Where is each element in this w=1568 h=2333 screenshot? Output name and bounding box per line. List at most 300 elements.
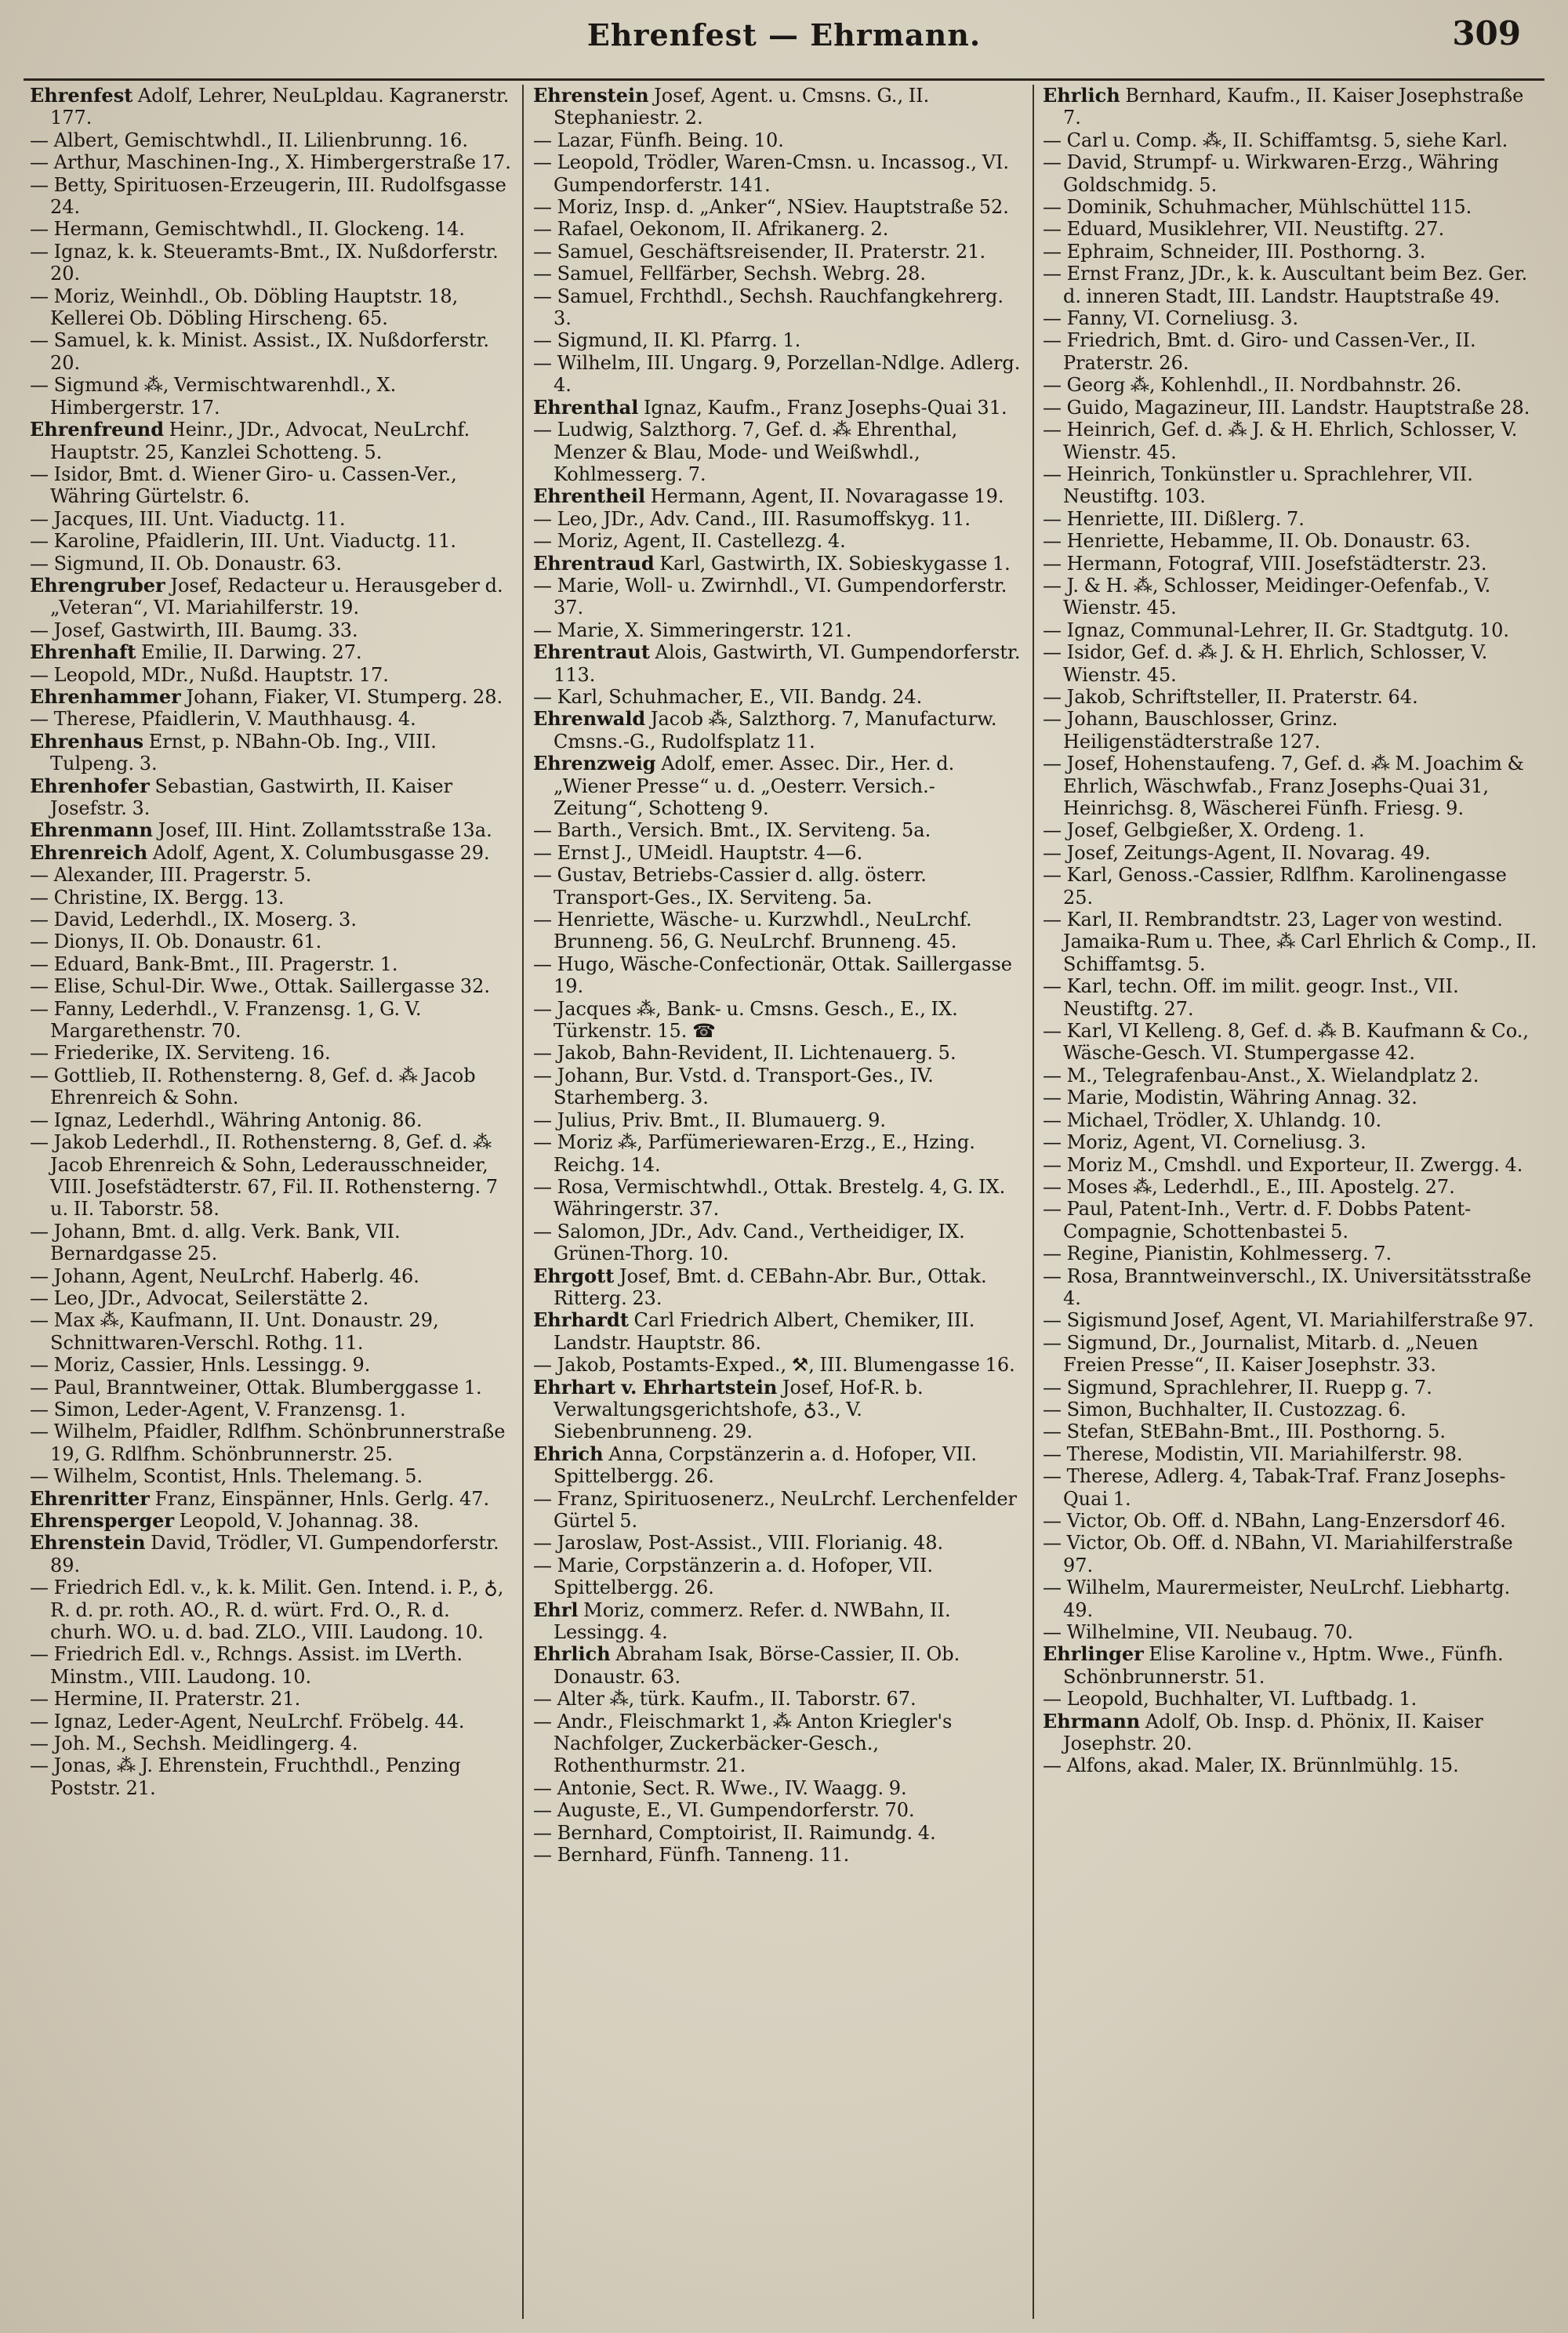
entry-text: — Betty, Spirituosen-Erzeugerin, III. Rudolfsgasse 24. [30, 173, 506, 219]
entry-text: — Ignaz, Lederhdl., Währing Antonig. 86. [30, 1108, 423, 1131]
entry-headword: Ehrl [533, 1598, 579, 1621]
entry-text: — Hugo, Wäsche-Confectionär, Ottak. Saillergasse 19. [533, 952, 1012, 998]
entry-text: — Sigmund, II. Ob. Donaustr. 63. [30, 552, 343, 575]
directory-entry [533, 1221, 1022, 1265]
entry-text: — Johann, Agent, NeuLrchf. Haberlg. 46. [30, 1264, 419, 1287]
entry-text: — Ignaz, Leder-Agent, NeuLrchf. Fröbelg. 44. [30, 1710, 465, 1733]
directory-entry [533, 1354, 1022, 1376]
directory-entry [30, 553, 513, 575]
directory-entry [30, 731, 513, 775]
entry-text: — Josef, Hohenstaufeng. 7, Gef. d. ⁂ M. Joachim & Ehrlich, Wäschwfab., Franz Josephs-Quai 31, Heinrichsg. 8, Wäscherei Fünfh. Friesg. 9. [1043, 753, 1524, 819]
entry-text: — Jonas, ⁂ J. Ehrenstein, Fruchthdl., Penzing Poststr. 21. [30, 1754, 461, 1799]
entry-text: — Joh. M., Sechsh. Meidlingerg. 4. [30, 1733, 358, 1755]
entry-text: — Leopold, Buchhalter, VI. Luftbadg. 1. [1043, 1688, 1417, 1711]
directory-entry [533, 196, 1022, 218]
entry-text: — Wilhelm, Maurermeister, NeuLrchf. Liebhartg. 49. [1043, 1576, 1511, 1621]
entry-text: — Henriette, Wäsche- u. Kurzwhdl., NeuLrchf. Brunneng. 56, G. NeuLrchf. Brunneng. 45. [533, 909, 972, 953]
directory-entry [1043, 641, 1538, 686]
entry-text: Leopold, V. Johannag. 38. [174, 1510, 419, 1532]
directory-entry [1043, 1087, 1538, 1108]
entry-text: — Rafael, Oekonom, II. Afrikanerg. 2. [533, 218, 889, 241]
directory-entry [1043, 85, 1538, 129]
entry-headword: Ehrenstein [533, 85, 649, 107]
directory-entry [1043, 1265, 1538, 1310]
entry-text: Ignaz, Kaufm., Franz Josephs-Quai 31. [638, 396, 1007, 419]
directory-entry [533, 619, 1022, 641]
directory-entry [1043, 575, 1538, 619]
entry-headword: Ehrenreich [30, 840, 148, 864]
entry-text: — Victor, Ob. Off. d. NBahn, VI. Mariahilferstraße 97. [1043, 1532, 1513, 1576]
directory-entry [30, 1042, 513, 1064]
directory-entry [533, 151, 1022, 196]
entry-text: — Friedrich Edl. v., k. k. Milit. Gen. Intend. i. P., ♁, R. d. pr. roth. AO., R. d. würt. Frd. O., R. d. churh. WO. u. d. bad. ZLO., VIII. Laudong. 10. [30, 1576, 504, 1644]
entry-text: — Dominik, Schuhmacher, Mühlschüttel 115. [1043, 196, 1472, 219]
entry-text: — Josef, Zeitungs-Agent, II. Novarag. 49. [1043, 841, 1431, 864]
entry-text: — Jakob, Postamts-Exped., ⚒, III. Blumengasse 16. [533, 1354, 1015, 1377]
entry-text: — Henriette, Hebamme, II. Ob. Donaustr. 63. [1043, 530, 1471, 553]
directory-entry [30, 1733, 513, 1754]
directory-entry [30, 842, 513, 864]
entry-text: — Wilhelmine, VII. Neubaug. 70. [1043, 1621, 1354, 1644]
directory-entry [1043, 1510, 1538, 1532]
directory-entry [30, 129, 513, 151]
entry-text: — Alter ⁂, türk. Kaufm., II. Taborstr. 67. [533, 1688, 916, 1711]
entry-text: — Karl, Genoss.-Cassier, Rdlfhm. Karolinengasse 25. [1043, 864, 1507, 909]
entry-text: — Hermine, II. Praterstr. 21. [30, 1688, 301, 1711]
directory-entry [30, 686, 513, 708]
entry-text: — Regine, Pianistin, Kohlmesserg. 7. [1043, 1243, 1392, 1265]
entry-text: — Johann, Bauschlosser, Grinz. Heiligenstädterstraße 127. [1043, 708, 1338, 753]
entry-text: — Sigmund, Sprachlehrer, II. Ruepp g. 7. [1043, 1376, 1432, 1399]
entry-text: — Moses ⁂, Lederhdl., E., III. Apostelg. 27. [1043, 1175, 1455, 1198]
entry-text: — Fanny, Lederhdl., V. Franzensg. 1, G. V. Margarethenstr. 70. [30, 997, 422, 1043]
directory-entry [533, 1777, 1022, 1799]
directory-entry [533, 641, 1022, 686]
entry-text: — Marie, Modistin, Währing Annag. 32. [1043, 1087, 1417, 1109]
directory-entry [1043, 241, 1538, 263]
entry-text: Heinr., JDr., Advocat, NeuLrchf. Hauptstr. 25, Kanzlei Schotteng. 5. [50, 419, 470, 463]
entry-text: — Ernst Franz, JDr., k. k. Auscultant beim Bez. Ger. d. inneren Stadt, III. Landstr. Hauptstraße 49. [1043, 263, 1528, 307]
directory-entry [30, 1510, 513, 1532]
directory-entry [533, 241, 1022, 263]
directory-entry [30, 218, 513, 240]
entry-text: — David, Lederhdl., IX. Moserg. 3. [30, 909, 357, 931]
directory-entry [533, 397, 1022, 419]
directory-entry [1043, 151, 1538, 196]
directory-entry [533, 1844, 1022, 1866]
entry-text: — Michael, Trödler, X. Uhlandg. 10. [1043, 1108, 1382, 1131]
directory-entry [30, 1221, 513, 1265]
entry-text: — Moriz, Agent, VI. Corneliusg. 3. [1043, 1131, 1367, 1154]
columns [24, 85, 1544, 2319]
directory-entry [533, 218, 1022, 240]
entry-text: — Hermann, Gemischtwhdl., II. Glockeng. 14. [30, 218, 466, 241]
directory-entry [1043, 686, 1538, 708]
directory-entry [1043, 753, 1538, 819]
directory-entry [30, 909, 513, 931]
entry-text: — Marie, X. Simmeringerstr. 121. [533, 619, 852, 641]
directory-entry [30, 174, 513, 219]
directory-entry [30, 864, 513, 886]
directory-entry [30, 1643, 513, 1688]
entry-text: — Karl, VI Kelleng. 8, Gef. d. ⁂ B. Kaufmann & Co., Wäsche-Gesch. VI. Stumpergasse 42. [1043, 1020, 1529, 1065]
entry-text: — Franz, Spirituosenerz., NeuLrchf. Lerchenfelder Gürtel 5. [533, 1487, 1018, 1532]
directory-entry [30, 1465, 513, 1487]
directory-entry [533, 129, 1022, 151]
entry-text: — Fanny, VI. Corneliusg. 3. [1043, 307, 1299, 330]
entry-text: — Gottlieb, II. Rothensterng. 8, Gef. d. ⁂ Jacob Ehrenreich & Sohn. [30, 1064, 476, 1109]
directory-entry [533, 85, 1022, 129]
directory-entry [30, 463, 513, 508]
directory-entry [30, 619, 513, 641]
entry-text: — Moriz, Insp. d. „Anker“, NSiev. Hauptstraße 52. [533, 196, 1009, 219]
entry-text: Jacob ⁂, Salzthorg. 7, Manufacturw. Cmsns.-G., Rudolfsplatz 11. [554, 708, 997, 753]
directory-entry [1043, 1754, 1538, 1776]
directory-entry [1043, 1576, 1538, 1621]
entry-text: — Jacques, III. Unt. Viaductg. 11. [30, 507, 346, 530]
entry-text: — Alexander, III. Pragerstr. 5. [30, 864, 312, 887]
directory-entry [30, 419, 513, 463]
entry-text: — Friedrich, Bmt. d. Giro- und Cassen-Ver., II. Praterstr. 26. [1043, 329, 1476, 374]
directory-entry [533, 1799, 1022, 1821]
directory-entry [1043, 374, 1538, 396]
entry-text: — Paul, Patent-Inh., Vertr. d. F. Dobbs Patent-Compagnie, Schottenbastei 5. [1043, 1198, 1472, 1243]
directory-entry [1043, 1131, 1538, 1153]
entry-headword: Ehrentheil [533, 484, 646, 508]
page-number: 309 [1452, 14, 1521, 53]
entry-text: — Ignaz, k. k. Steueramts-Bmt., IX. Nußdorferstr. 20. [30, 240, 499, 285]
directory-entry [30, 775, 513, 820]
directory-entry [533, 1109, 1022, 1131]
directory-entry [533, 553, 1022, 575]
column-2 [527, 85, 1029, 2319]
directory-entry [533, 842, 1022, 864]
header-rule [24, 78, 1544, 81]
directory-entry [30, 1399, 513, 1420]
entry-text: — Stefan, StEBahn-Bmt., III. Posthorng. 5. [1043, 1420, 1446, 1443]
entry-text: Franz, Einspänner, Hnls. Gerlg. 47. [149, 1487, 490, 1510]
entry-text: Ernst, p. NBahn-Ob. Ing., VIII. Tulpeng. 3. [50, 730, 437, 775]
directory-entry [533, 1042, 1022, 1064]
directory-entry [533, 575, 1022, 619]
directory-entry [1043, 909, 1538, 975]
directory-entry [533, 263, 1022, 285]
directory-entry [533, 1131, 1022, 1176]
directory-entry [533, 1065, 1022, 1109]
entry-text: — Johann, Bmt. d. allg. Verk. Bank, VII. Bernardgasse 25. [30, 1220, 401, 1265]
directory-entry [1043, 708, 1538, 753]
entry-text: — Sigismund Josef, Agent, VI. Mariahilferstraße 97. [1043, 1309, 1534, 1332]
directory-entry [30, 1688, 513, 1710]
entry-text: — Leopold, MDr., Nußd. Hauptstr. 17. [30, 663, 389, 686]
entry-text: — Gustav, Betriebs-Cassier d. allg. österr. Transport-Ges., IX. Serviteng. 5a. [533, 864, 927, 909]
directory-entry [30, 508, 513, 530]
entry-headword: Ehrlinger [1043, 1642, 1144, 1666]
directory-entry [1043, 129, 1538, 151]
entry-text: Josef, Agent. u. Cmsns. G., II. Stephaniestr. 2. [554, 85, 930, 129]
directory-entry [30, 819, 513, 841]
entry-headword: Ehrenthal [533, 395, 639, 419]
entry-text: — Leopold, Trödler, Waren-Cmsn. u. Incassog., VI. Gumpendorferstr. 141. [533, 151, 1010, 196]
directory-entry [1043, 1711, 1538, 1755]
entry-text: Sebastian, Gastwirth, II. Kaiser Josefstr. 3. [50, 775, 453, 819]
directory-entry [30, 1576, 513, 1643]
entry-headword: Ehrlich [533, 1642, 611, 1666]
entry-text: — Ludwig, Salzthorg. 7, Gef. d. ⁂ Ehrenthal, Menzer & Blau, Mode- und Weißwhdl., Kohlmesserg. 7. [533, 419, 958, 485]
entry-headword: Ehrenstein [30, 1531, 146, 1555]
entry-text: — Bernhard, Comptoirist, II. Raimundg. 4. [533, 1821, 936, 1844]
directory-entry [30, 1131, 513, 1221]
directory-entry [30, 85, 513, 129]
entry-text: — Moriz M., Cmshdl. und Exporteur, II. Zwergg. 4. [1043, 1153, 1523, 1176]
directory-entry [30, 530, 513, 552]
entry-text: Johann, Fiaker, VI. Stumperg. 28. [180, 685, 503, 708]
entry-text: — Guido, Magazineur, III. Landstr. Hauptstraße 28. [1043, 396, 1530, 419]
entry-text: — Friederike, IX. Serviteng. 16. [30, 1042, 331, 1065]
directory-entry [1043, 1020, 1538, 1065]
directory-entry [1043, 196, 1538, 218]
directory-entry [533, 708, 1022, 753]
directory-entry [533, 1176, 1022, 1221]
entry-text: Elise Karoline v., Hptm. Wwe., Fünfh. Schönbrunnerstr. 51. [1063, 1643, 1504, 1688]
directory-entry [1043, 307, 1538, 329]
entry-headword: Ehrlich [1043, 85, 1120, 107]
column-divider [1033, 85, 1034, 2319]
entry-text: Josef, Bmt. d. CEBahn-Abr. Bur., Ottak. Ritterg. 23. [554, 1264, 987, 1309]
entry-text: Karl, Gastwirth, IX. Sobieskygasse 1. [654, 552, 1011, 575]
entry-text: Josef, Redacteur u. Herausgeber d. „Veteran“, VI. Mariahilferstr. 19. [50, 574, 503, 619]
entry-headword: Ehrentraud [533, 551, 655, 575]
directory-entry [1043, 1399, 1538, 1420]
directory-entry [533, 1532, 1022, 1554]
directory-entry [533, 686, 1022, 708]
directory-entry [1043, 1309, 1538, 1331]
directory-entry [30, 1711, 513, 1733]
entry-text: Adolf, Agent, X. Columbusgasse 29. [147, 841, 490, 864]
directory-entry [30, 374, 513, 419]
entry-text: — Johann, Bur. Vstd. d. Transport-Ges., IV. Starhemberg. 3. [533, 1064, 934, 1109]
entry-text: — Sigmund, Dr., Journalist, Mitarb. d. „Neuen Freien Presse“, II. Kaiser Josephstr. 33. [1043, 1331, 1479, 1377]
directory-entry [1043, 1109, 1538, 1131]
entry-headword: Ehrenzweig [533, 752, 656, 775]
directory-entry [1043, 1688, 1538, 1710]
directory-entry [1043, 1621, 1538, 1643]
running-head: Ehrenfest — Ehrmann. [586, 17, 982, 53]
directory-entry [30, 953, 513, 975]
entry-text: — Albert, Gemischtwhdl., II. Lilienbrunng. 16. [30, 129, 469, 151]
directory-entry [1043, 508, 1538, 530]
directory-entry [533, 419, 1022, 485]
entry-text: — Therese, Modistin, VII. Mariahilferstr. 98. [1043, 1442, 1463, 1465]
entry-text: — Rosa, Branntweinverschl., IX. Universitätsstraße 4. [1043, 1264, 1532, 1309]
directory-entry [30, 708, 513, 730]
directory-entry [30, 931, 513, 952]
directory-entry [533, 819, 1022, 841]
directory-entry [1043, 1532, 1538, 1576]
entry-text: — Salomon, JDr., Adv. Cand., Vertheidiger, IX. Grünen-Thorg. 10. [533, 1220, 965, 1265]
entry-text: — Simon, Leder-Agent, V. Franzensg. 1. [30, 1398, 406, 1420]
entry-text: — Moriz ⁂, Parfümeriewaren-Erzg., E., Hzing. Reichg. 14. [533, 1131, 975, 1176]
directory-entry [30, 975, 513, 997]
entry-headword: Ehrenfest [30, 85, 133, 107]
entry-text: — Moriz, Cassier, Hnls. Lessingg. 9. [30, 1354, 371, 1377]
directory-entry [533, 285, 1022, 330]
entry-text: — Jakob, Schriftsteller, II. Praterstr. 64. [1043, 685, 1418, 708]
entry-headword: Ehrhart v. Ehrhartstein [533, 1375, 778, 1399]
entry-text: — Jacques ⁂, Bank- u. Cmsns. Gesch., E., IX. Türkenstr. 15. ☎ [533, 997, 958, 1043]
entry-text: — Marie, Corpstänzerin a. d. Hofoper, VII. Spittelbergg. 26. [533, 1554, 934, 1599]
directory-entry [533, 1643, 1022, 1688]
entry-text: — M., Telegrafenbau-Anst., X. Wielandplatz 2. [1043, 1064, 1479, 1087]
entry-text: — Carl u. Comp. ⁂, II. Schiffamtsg. 5, siehe Karl. [1043, 129, 1508, 151]
entry-text: Adolf, emer. Assec. Dir., Her. d. „Wiener Presse“ u. d. „Oesterr. Versich.-Zeitung“, Schotteng 9. [554, 753, 955, 819]
entry-text: — Eduard, Bank-Bmt., III. Pragerstr. 1. [30, 952, 398, 975]
directory-entry [30, 641, 513, 663]
directory-entry [533, 485, 1022, 507]
directory-entry [30, 1354, 513, 1376]
entry-text: Alois, Gastwirth, VI. Gumpendorferstr. 113. [554, 641, 1021, 686]
entry-text: — Leo, JDr., Advocat, Seilerstätte 2. [30, 1286, 369, 1309]
entry-text: — David, Strumpf- u. Wirkwaren-Erzg., Währing Goldschmidg. 5. [1043, 151, 1499, 196]
entry-text: Abraham Isak, Börse-Cassier, II. Ob. Donaustr. 63. [554, 1643, 960, 1688]
directory-entry [1043, 463, 1538, 508]
column-3 [1036, 85, 1544, 2319]
directory-entry [30, 887, 513, 909]
directory-entry [30, 329, 513, 374]
directory-entry [1043, 864, 1538, 909]
entry-text: David, Trödler, VI. Gumpendorferstr. 89. [50, 1532, 499, 1576]
entry-text: — Samuel, Frchthdl., Sechsh. Rauchfangkehrerg. 3. [533, 285, 1004, 330]
directory-entry [1043, 1643, 1538, 1688]
directory-entry [1043, 819, 1538, 841]
directory-entry [1043, 1198, 1538, 1243]
directory-entry [533, 1265, 1022, 1310]
entry-text: — Therese, Adlerg. 4, Tabak-Traf. Franz Josephs-Quai 1. [1043, 1465, 1506, 1510]
column-1 [24, 85, 519, 2319]
directory-entry [533, 1488, 1022, 1533]
entry-text: Hermann, Agent, II. Novaragasse 19. [645, 485, 1004, 508]
page-header [0, 11, 1568, 74]
entry-text: — Ernst J., UMeidl. Hauptstr. 4—6. [533, 841, 863, 864]
entry-text: — J. & H. ⁂, Schlosser, Meidinger-Oefenfab., V. Wienstr. 45. [1043, 574, 1491, 619]
entry-text: — Marie, Woll- u. Zwirnhdl., VI. Gumpendorferstr. 37. [533, 574, 1007, 619]
entry-text: — Jakob Lederhdl., II. Rothensterng. 8, Gef. d. ⁂ Jacob Ehrenreich & Sohn, Lederausschneider, VIII. Josefstädterstr. 67, Fil. II. Rothensterng. 7 u. II. Taborstr. 58. [30, 1131, 499, 1221]
directory-entry [533, 864, 1022, 909]
entry-text: — Karoline, Pfaidlerin, III. Unt. Viaductg. 11. [30, 530, 457, 553]
entry-headword: Ehrenfreund [30, 418, 165, 441]
entry-text: — Wilhelm, Scontist, Hnls. Thelemang. 5. [30, 1465, 423, 1488]
entry-text: — Paul, Branntweiner, Ottak. Blumberggasse 1. [30, 1376, 482, 1399]
entry-text: — Max ⁂, Kaufmann, II. Unt. Donaustr. 29, Schnittwaren-Verschl. Rothg. 11. [30, 1309, 439, 1354]
entry-text: Emilie, II. Darwing. 27. [136, 641, 362, 664]
column-divider [522, 85, 524, 2319]
entry-headword: Ehrenritter [30, 1486, 150, 1510]
entry-text: — Eduard, Musiklehrer, VII. Neustiftg. 27. [1043, 218, 1445, 241]
entry-text: — Barth., Versich. Bmt., IX. Serviteng. 5a. [533, 819, 931, 842]
entry-headword: Ehrenmann [30, 818, 153, 842]
entry-headword: Ehrenhammer [30, 684, 181, 708]
directory-entry [30, 998, 513, 1043]
directory-entry [30, 1287, 513, 1309]
directory-entry [30, 664, 513, 686]
directory-entry [1043, 329, 1538, 374]
directory-entry [30, 575, 513, 619]
entry-text: — Sigmund, II. Kl. Pfarrg. 1. [533, 329, 801, 352]
directory-entry [1043, 1332, 1538, 1377]
directory-entry [1043, 1420, 1538, 1442]
directory-entry [533, 998, 1022, 1043]
entry-text: — Karl, II. Rembrandtstr. 23, Lager von westind. Jamaika-Rum u. Thee, ⁂ Carl Ehrlich & Comp., II. Schiffamtsg. 5. [1043, 909, 1537, 975]
directory-entry [533, 1309, 1022, 1354]
entry-text: — Friedrich Edl. v., Rchngs. Assist. im LVerth. Minstm., VIII. Laudong. 10. [30, 1643, 463, 1688]
directory-entry [30, 241, 513, 285]
entry-headword: Ehrenwald [533, 707, 646, 731]
directory-entry [1043, 553, 1538, 575]
directory-entry [1043, 1154, 1538, 1176]
entry-text: — Ignaz, Communal-Lehrer, II. Gr. Stadtgutg. 10. [1043, 619, 1509, 641]
entry-text: — Victor, Ob. Off. d. NBahn, Lang-Enzersdorf 46. [1043, 1510, 1506, 1532]
directory-entry [30, 285, 513, 330]
entry-text: Adolf, Ob. Insp. d. Phönix, II. Kaiser Josephstr. 20. [1063, 1710, 1483, 1755]
entry-headword: Ehrgott [533, 1264, 615, 1287]
entry-text: — Simon, Buchhalter, II. Custozzag. 6. [1043, 1398, 1406, 1420]
directory-entry [30, 1309, 513, 1354]
entry-text: — Leo, JDr., Adv. Cand., III. Rasumoffskyg. 11. [533, 507, 971, 530]
entry-text: Anna, Corpstänzerin a. d. Hofoper, VII. Spittelbergg. 26. [554, 1442, 977, 1488]
directory-entry [30, 1420, 513, 1465]
directory-entry [1043, 397, 1538, 419]
directory-entry [1043, 842, 1538, 864]
directory-entry [1043, 419, 1538, 463]
entry-text: — Antonie, Sect. R. Wwe., IV. Waagg. 9. [533, 1776, 907, 1799]
directory-entry [533, 1688, 1022, 1710]
entry-text: — Jakob, Bahn-Revident, II. Lichtenauerg. 5. [533, 1042, 956, 1065]
entry-text: — Isidor, Bmt. d. Wiener Giro- u. Cassen-Ver., Währing Gürtelstr. 6. [30, 463, 457, 508]
entry-text: — Lazar, Fünfh. Being. 10. [533, 129, 784, 151]
directory-entry [533, 530, 1022, 552]
directory-entry [1043, 1465, 1538, 1510]
directory-entry [533, 508, 1022, 530]
directory-entry [533, 1377, 1022, 1443]
entry-headword: Ehrengruber [30, 573, 165, 597]
directory-entry [533, 1555, 1022, 1599]
directory-entry [533, 1443, 1022, 1488]
entry-headword: Ehrenhofer [30, 774, 150, 797]
entry-headword: Ehrmann [1043, 1709, 1141, 1733]
directory-entry [533, 329, 1022, 351]
entry-text: — Wilhelm, III. Ungarg. 9, Porzellan-Ndlge. Adlerg. 4. [533, 351, 1021, 397]
entry-text: — Karl, techn. Off. im milit. geogr. Inst., VII. Neustiftg. 27. [1043, 975, 1459, 1020]
entry-text: — Heinrich, Gef. d. ⁂ J. & H. Ehrlich, Schlosser, V. Wienstr. 45. [1043, 419, 1518, 463]
entry-text: — Josef, Gastwirth, III. Baumg. 33. [30, 619, 358, 641]
directory-entry [1043, 1065, 1538, 1087]
directory-entry [30, 1377, 513, 1399]
directory-entry [1043, 1243, 1538, 1264]
entry-text: — Samuel, k. k. Minist. Assist., IX. Nußdorferstr. 20. [30, 329, 490, 374]
directory-entry [1043, 1377, 1538, 1399]
directory-entry [1043, 530, 1538, 552]
directory-entry [1043, 975, 1538, 1020]
directory-entry [1043, 619, 1538, 641]
directory-entry [533, 352, 1022, 397]
entry-headword: Ehrich [533, 1442, 604, 1465]
entry-text: Josef, Hof-R. b. Verwaltungsgerichtshofe, ♁3., V. Siebenbrunneng. 29. [554, 1376, 924, 1443]
entry-text: — Christine, IX. Bergg. 13. [30, 886, 285, 909]
directory-entry [533, 753, 1022, 819]
directory-entry [30, 1065, 513, 1109]
entry-text: Bernhard, Kaufm., II. Kaiser Josephstraße 7. [1063, 85, 1524, 129]
entry-text: — Karl, Schuhmacher, E., VII. Bandg. 24. [533, 685, 923, 708]
